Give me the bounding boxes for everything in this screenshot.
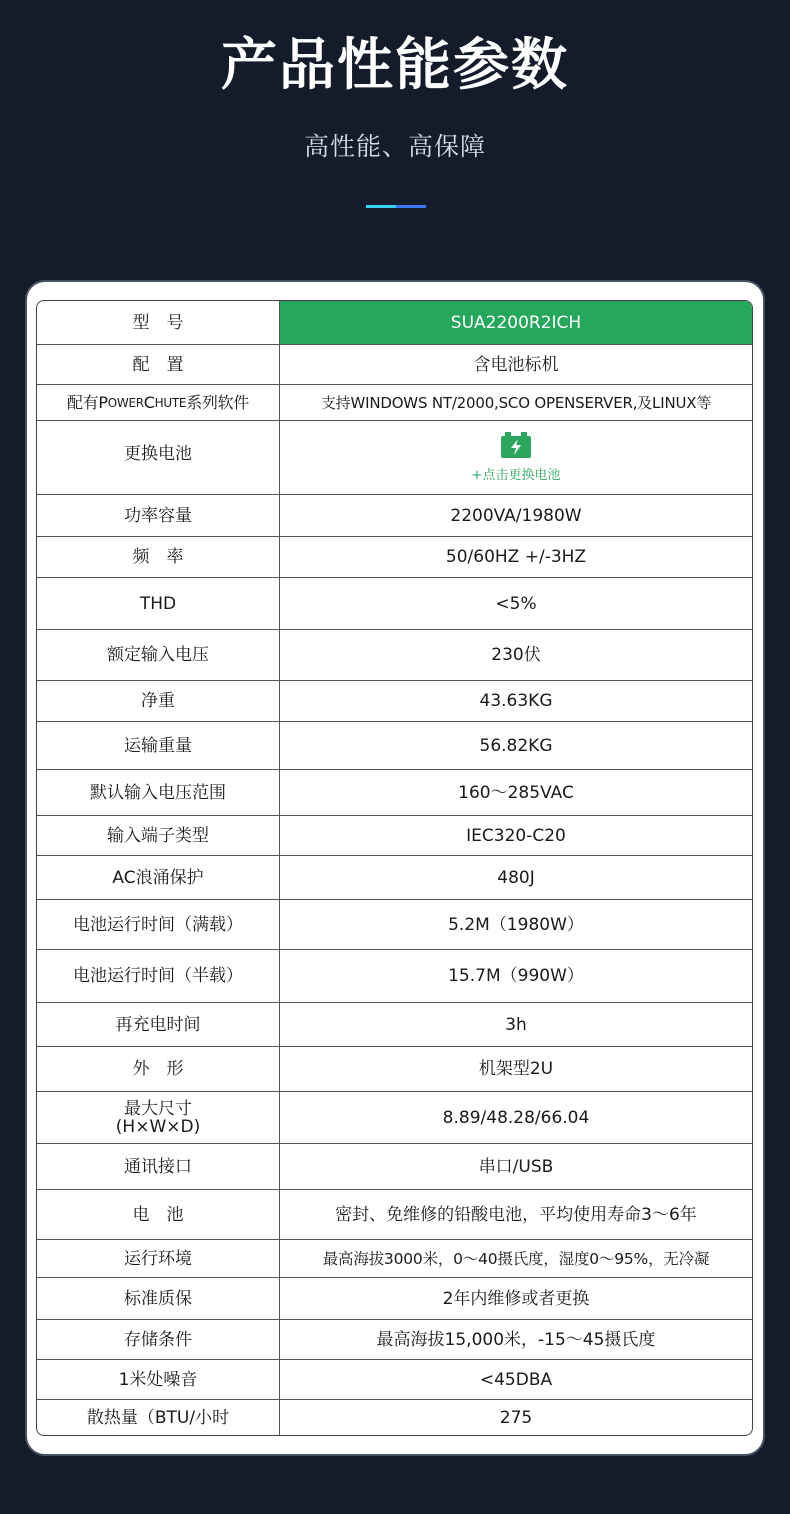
- table-row: [37, 769, 752, 815]
- spec-label: 电池运行时间（满载）: [37, 900, 280, 949]
- table-row: [37, 815, 752, 855]
- spec-value: 机架型2U: [478, 1059, 554, 1079]
- spec-label: 存储条件: [37, 1320, 280, 1359]
- table-row: [37, 420, 752, 494]
- spec-label: 运输重量: [37, 722, 280, 769]
- table-row: [37, 949, 752, 1002]
- table-row: [37, 1399, 752, 1436]
- spec-value: 230伏: [491, 645, 541, 665]
- spec-label: 输入端子类型: [37, 816, 280, 855]
- spec-value: 最高海拔3000米，0～40摄氏度，湿度0～95%，无冷凝: [322, 1249, 710, 1268]
- spec-label: 通讯接口: [37, 1144, 280, 1189]
- spec-value: 480J: [497, 867, 535, 888]
- table-row: [37, 680, 752, 721]
- spec-label: 功率容量: [37, 495, 280, 536]
- table-row: [37, 899, 752, 949]
- table-row: [37, 577, 752, 629]
- spec-value: 56.82KG: [479, 735, 553, 756]
- spec-label: 配有P OWER C HUTE 系列软件: [37, 385, 280, 420]
- spec-label: 更换电池: [37, 421, 280, 494]
- spec-label: 默认输入电压范围: [37, 770, 280, 815]
- replace-battery-link[interactable]: +点击更换电池: [471, 467, 561, 483]
- table-row: [37, 855, 752, 899]
- table-row: [37, 1143, 752, 1189]
- spec-value: 串口/USB: [478, 1156, 554, 1177]
- spec-label: 散热量（BTU/小时: [37, 1400, 280, 1436]
- table-row: [37, 1277, 752, 1319]
- spec-value: 2200VA/1980W: [450, 505, 582, 526]
- spec-label: 型 号: [37, 301, 280, 344]
- table-row: [37, 301, 752, 344]
- spec-value: 275: [499, 1408, 533, 1428]
- spec-value: 含电池标机: [473, 354, 559, 375]
- spec-label: 再充电时间: [37, 1003, 280, 1046]
- spec-value: <45DBA: [479, 1369, 553, 1390]
- spec-label: 净重: [37, 681, 280, 721]
- replace-battery-button[interactable]: [280, 421, 752, 494]
- spec-value: 50/60HZ +/-3HZ: [445, 547, 587, 567]
- spec-label: 外 形: [37, 1047, 280, 1091]
- spec-value: <5%: [495, 593, 537, 614]
- spec-label: 电池运行时间（半载）: [37, 950, 280, 1002]
- page-title: 产品性能参数: [221, 33, 569, 98]
- spec-label: 配 置: [37, 345, 280, 384]
- table-row: [37, 494, 752, 536]
- spec-value: 2年内维修或者更换: [442, 1288, 590, 1309]
- battery-charge-icon: [500, 432, 532, 458]
- spec-label: 额定输入电压: [37, 630, 280, 680]
- spec-value: 5.2M（1980W）: [448, 914, 584, 935]
- spec-label: 1米处噪音: [37, 1360, 280, 1399]
- spec-label: 电 池: [37, 1190, 280, 1239]
- spec-value-model: SUA2200R2ICH: [280, 301, 752, 344]
- spec-value: 3h: [505, 1014, 527, 1035]
- table-row: [37, 536, 752, 577]
- spec-value: 43.63KG: [479, 691, 553, 711]
- spec-label: 最大尺寸 (H×W×D): [37, 1092, 280, 1143]
- table-row: [37, 1002, 752, 1046]
- accent-divider: [366, 205, 426, 208]
- spec-value: 8.89/48.28/66.04: [442, 1107, 590, 1128]
- table-row: [37, 1239, 752, 1277]
- table-row: [37, 1091, 752, 1143]
- spec-table: [36, 300, 753, 1436]
- table-row: [37, 1359, 752, 1399]
- table-row: [37, 1046, 752, 1091]
- table-row: [37, 1319, 752, 1359]
- table-row: [37, 721, 752, 769]
- table-row: [37, 384, 752, 420]
- table-row: [37, 1189, 752, 1239]
- table-row: [37, 344, 752, 384]
- spec-label: AC浪涌保护: [37, 856, 280, 899]
- spec-value: 160～285VAC: [458, 782, 574, 803]
- page-subtitle: 高性能、高保障: [303, 132, 486, 161]
- table-row: [37, 629, 752, 680]
- spec-label: 频 率: [37, 537, 280, 577]
- spec-value: IEC320-C20: [466, 825, 566, 846]
- spec-value: 最高海拔15,000米，-15～45摄氏度: [376, 1329, 656, 1350]
- spec-label: THD: [37, 578, 280, 629]
- spec-value: 15.7M（990W）: [448, 966, 584, 986]
- spec-label: 运行环境: [37, 1240, 280, 1277]
- spec-label: 标准质保: [37, 1278, 280, 1319]
- spec-value: 支持WINDOWS NT/2000,SCO OPENSERVER,及LINUX等: [320, 393, 712, 412]
- spec-value: 密封、免维修的铅酸电池，平均使用寿命3～6年: [335, 1204, 697, 1225]
